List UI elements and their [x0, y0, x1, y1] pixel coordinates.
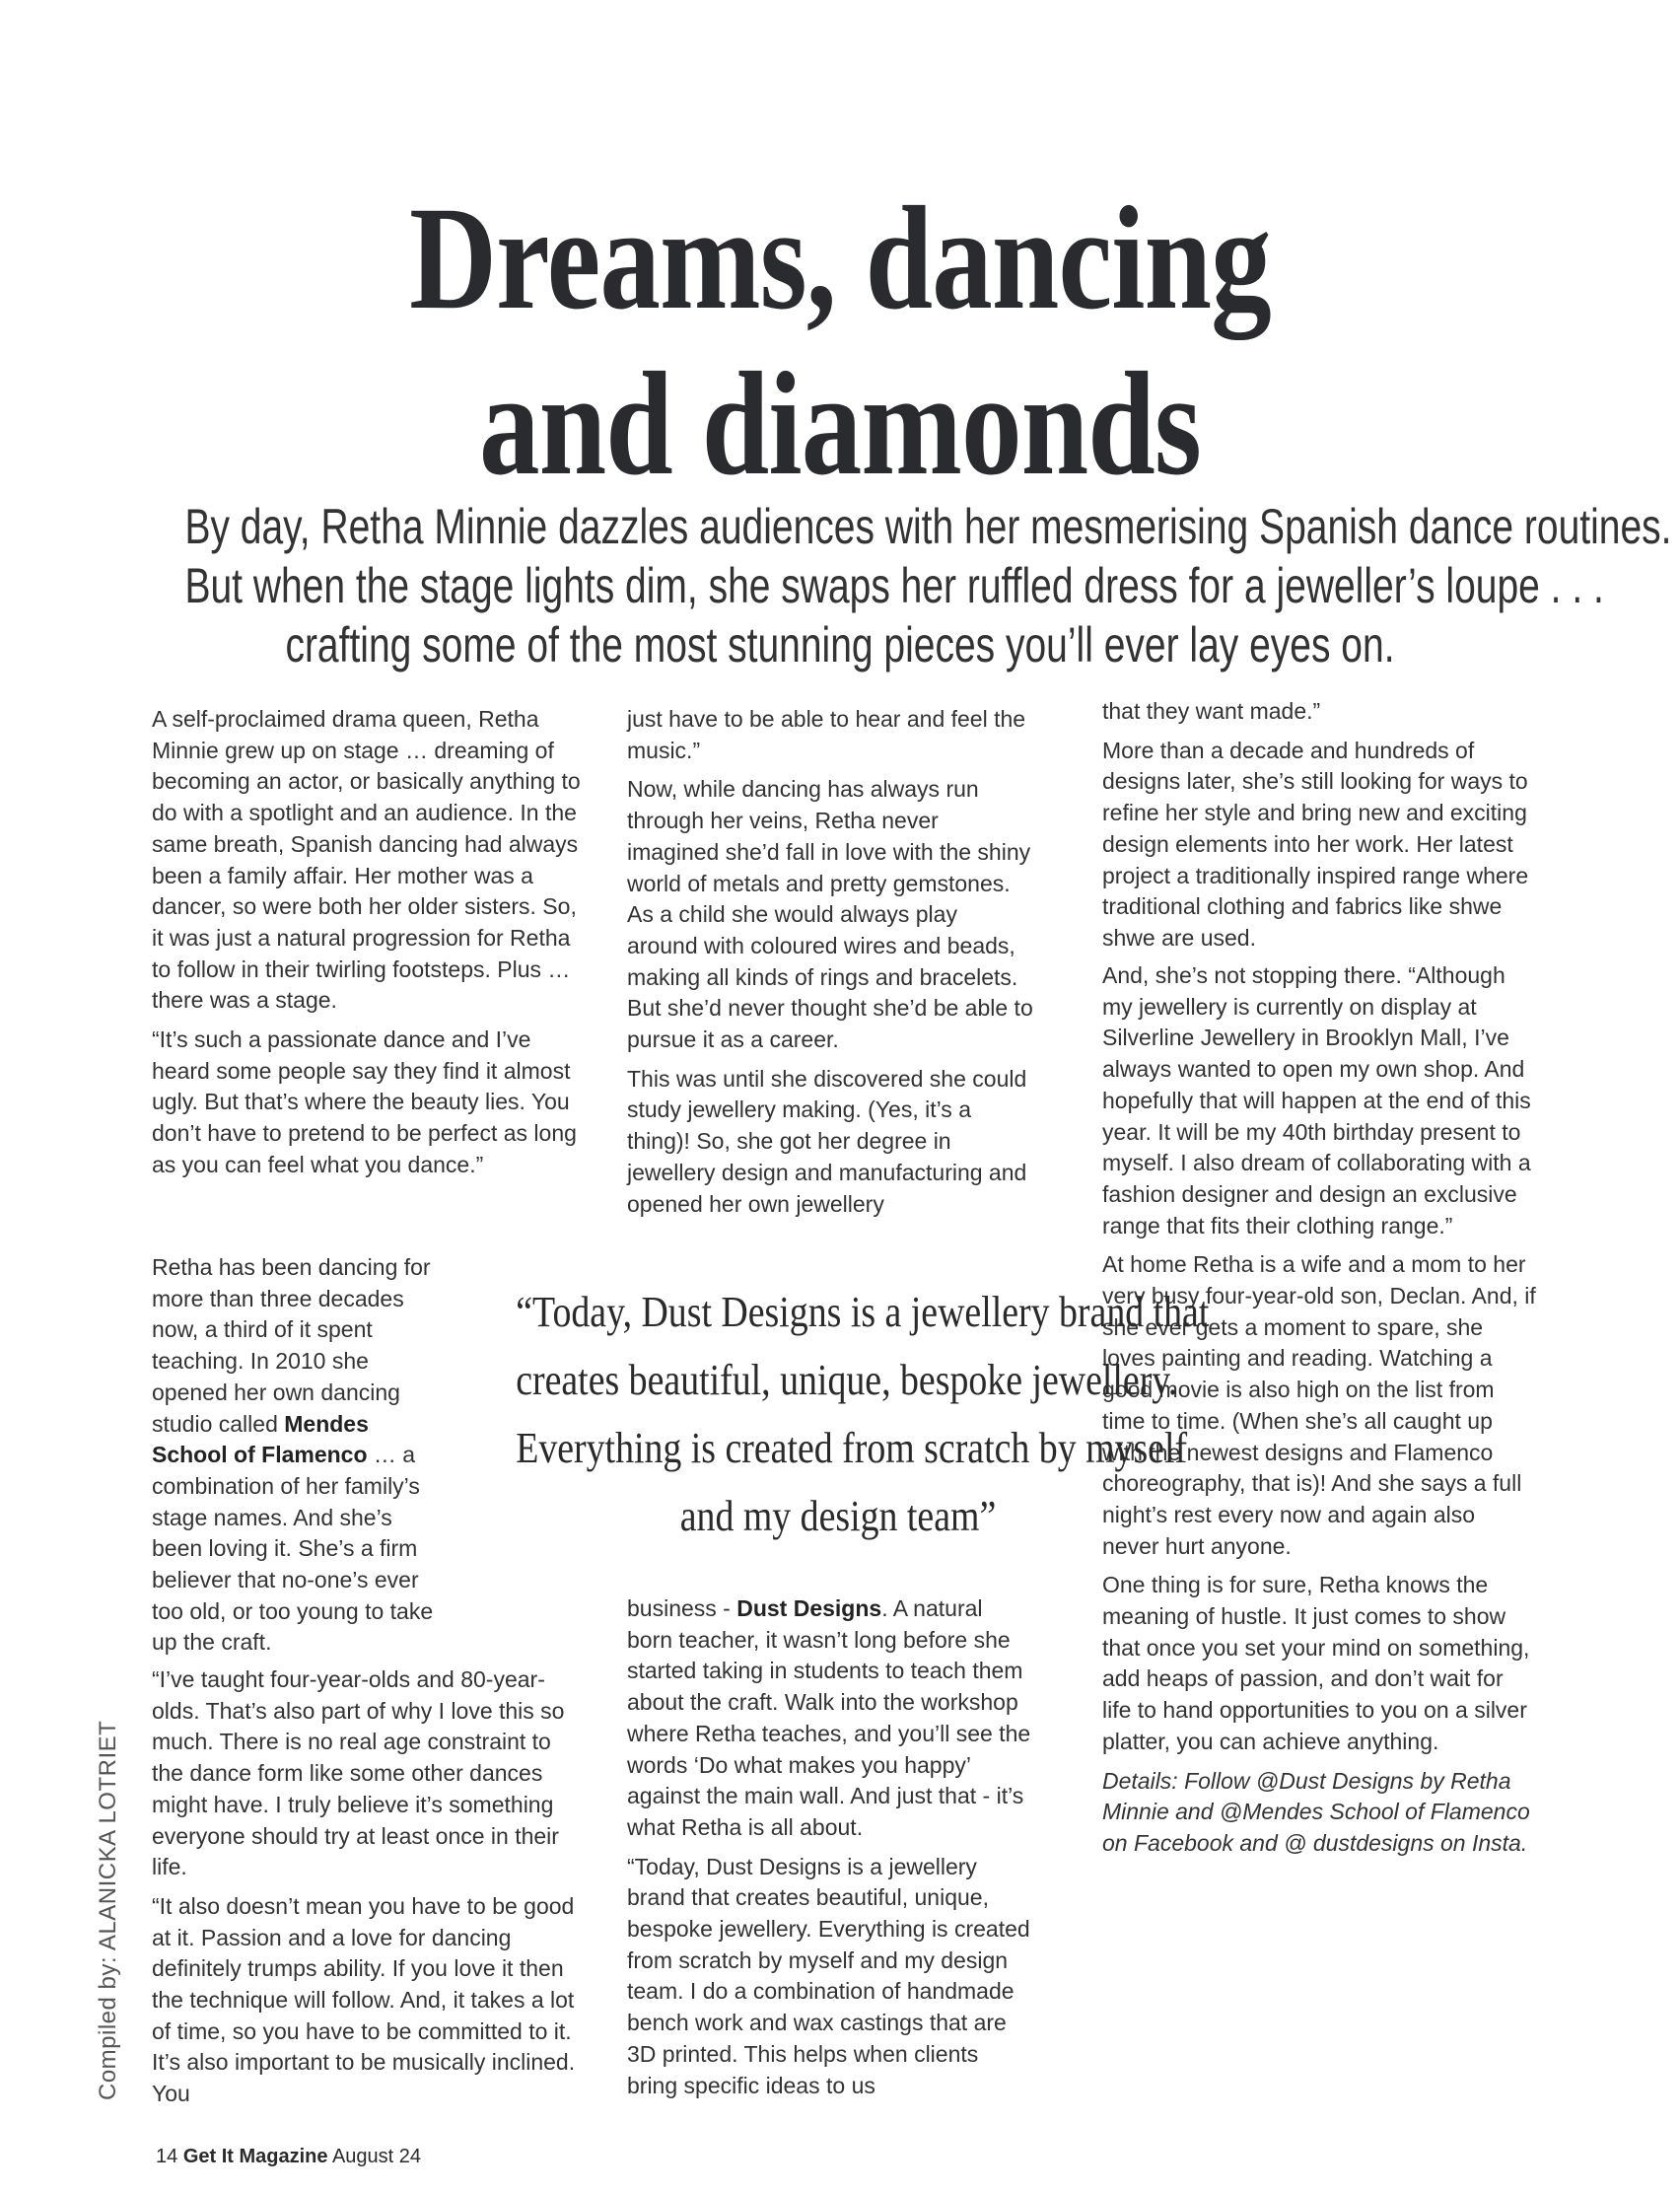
- pull-quote-line-4: and my design team”: [679, 1492, 997, 1540]
- col2-paragraph-4-text-b: . A natural born teacher, it wasn’t long before she started taking in students to teach them about the craft. Walk into the workshop where Retha teaches, and you’ll see the words ‘Do what makes you happy’ against the main wall. And just that - it’s what Retha is all about.: [627, 1595, 1031, 1840]
- pull-quote-line-1: “Today, Dust Designs is a jewellery brand that: [516, 1288, 1210, 1336]
- col1-paragraph-2: “It’s such a passionate dance and I’ve heard some people say they find it almost ugly. But that’s where the beauty lies. You don’t have to pretend to be perfect as long as you can feel what you dance.”: [152, 1026, 577, 1177]
- subtitle-line-1: By day, Retha Minnie dazzles audiences with her mesmerising Spanish dance routines.: [184, 499, 1672, 554]
- issue-date: August 24: [331, 2146, 422, 2167]
- col3-paragraph-4: At home Retha is a wife and a mom to her very busy four-year-old son, Declan. And, if she ever gets a moment to spare, she loves painting and reading. Watching a good movie is also high on the list from time to time. (When she’s all caught up with the newest designs and Flamenco choreography, that is)! And she says a full night’s rest every now and again also never hurt anyone.: [1102, 1251, 1536, 1559]
- col3-paragraph-2: More than a decade and hundreds of designs later, she’s still looking for ways to refine her style and bring new and exciting design elements into her work. Her latest project a traditionally inspired range where traditional clothing and fabrics like shwe shwe are used.: [1102, 737, 1529, 951]
- article-subtitle: [0, 497, 1680, 674]
- col3-paragraph-3: And, she’s not stopping there. “Although my jewellery is currently on display at Silverline Jewellery in Brooklyn Mall, I’ve always wanted to open my own shop. And hopefully that will happen at the end of this year. It will be my 40th birthday present to myself. I also dream of collaborating with a fashion designer and design an exclusive range that fits their clothing range.”: [1102, 962, 1531, 1238]
- col2-paragraph-4: [627, 1593, 1033, 1844]
- subtitle-line-3: crafting some of the most stunning pieces you’ll ever lay eyes on.: [285, 617, 1395, 672]
- column-2-top: [627, 704, 1033, 1228]
- col3-details: Details: Follow @Dust Designs by Retha Minnie and @Mendes School of Flamenco on Facebook and @ dustdesigns on Insta.: [1102, 1767, 1530, 1856]
- col1-paragraph-3-text-b: … a combination of her family’s stage names. And she’s been loving it. She’s a firm believer that no-one’s ever too old, or too young to take up the craft.: [152, 1442, 434, 1656]
- magazine-name: Get It Magazine: [182, 2146, 328, 2167]
- page-number: 14: [156, 2146, 178, 2167]
- col1-paragraph-3: [152, 1252, 448, 1659]
- col2-paragraph-3: This was until she discovered she could study jewellery making. (Yes, it’s a thing)! So, she got her degree in jewellery design and manufacturing and opened her own jewellery: [627, 1065, 1027, 1217]
- col2-paragraph-1: just have to be able to hear and feel the music.”: [627, 706, 1026, 763]
- column-3-top: [1102, 696, 1536, 962]
- title-line-1: Dreams, dancing: [409, 177, 1271, 340]
- col1-paragraph-4: “I’ve taught four-year-olds and 80-year-olds. That’s also part of why I love this so much. There is no real age constraint to the dance form like some other dances might have. I truly believe it’s something everyone should try at least once in their life.: [152, 1666, 565, 1880]
- col2-paragraph-5: “Today, Dust Designs is a jewellery brand that creates beautiful, unique, bespoke jewellery. Everything is created from scratch by myself and my design team. I do a combination of handmade bench work and wax castings that are 3D printed. This helps when clients bring specific ideas to us: [627, 1853, 1030, 2098]
- subtitle-line-2: But when the stage lights dim, she swaps her ruffled dress for a jeweller’s loupe . . .: [184, 558, 1604, 613]
- column-1-bottom: [152, 1664, 586, 2118]
- col1-paragraph-1: A self-proclaimed drama queen, Retha Minnie grew up on stage … dreaming of becoming an actor, or basically anything to do with a spotlight and an audience. In the same breath, Spanish dancing had always been a family affair. Her mother was a dancer, so were both her older sisters. So, it was just a natural progression for Retha to follow in their twirling footsteps. Plus … there was a stage.: [152, 706, 581, 1014]
- col1-paragraph-5: “It also doesn’t mean you have to be good at it. Passion and a love for dancing definitely trumps ability. If you love it then the technique will follow. And, it takes a lot of time, so you have to be committed to it. It’s also important to be musically inclined. You: [152, 1892, 576, 2107]
- pull-quote-line-2: creates beautiful, unique, bespoke jewellery.: [516, 1356, 1178, 1404]
- dust-designs-name: Dust Designs: [736, 1595, 882, 1621]
- mendes-school-name: Mendes School of Flamenco: [152, 1410, 369, 1468]
- author-credit: Compiled by: ALANICKA LOTRIET: [95, 1720, 121, 2100]
- col2-paragraph-4-text-a: business -: [627, 1595, 737, 1621]
- title-line-2: and diamonds: [479, 342, 1201, 506]
- article-title: [0, 176, 1680, 507]
- column-1-middle: [152, 1252, 448, 1666]
- column-1-top: [152, 704, 586, 1189]
- column-2-bottom: [627, 1593, 1033, 2109]
- col1-paragraph-3-text-a: Retha has been dancing for more than three decades now, a third of it spent teaching. In 2010 she opened her own dancing studio called: [152, 1254, 431, 1437]
- page-footer: [156, 2144, 421, 2169]
- col3-paragraph-5: One thing is for sure, Retha knows the meaning of hustle. It just comes to show that once you set your mind on something, add heaps of passion, and don’t wait for life to hand opportunities to you on a silver platter, you can achieve anything.: [1102, 1572, 1530, 1754]
- pull-quote-line-3: Everything is created from scratch by myself: [516, 1424, 1188, 1472]
- pull-quote: [463, 1278, 1213, 1550]
- col2-paragraph-2: Now, while dancing has always run through her veins, Retha never imagined she’d fall in love with the shiny world of metals and pretty gemstones. As a child she would always play around with coloured wires and beads, making all kinds of rings and bracelets. But she’d never thought she’d be able to pursue it as a career.: [627, 776, 1033, 1053]
- col3-paragraph-1: that they want made.”: [1102, 698, 1321, 724]
